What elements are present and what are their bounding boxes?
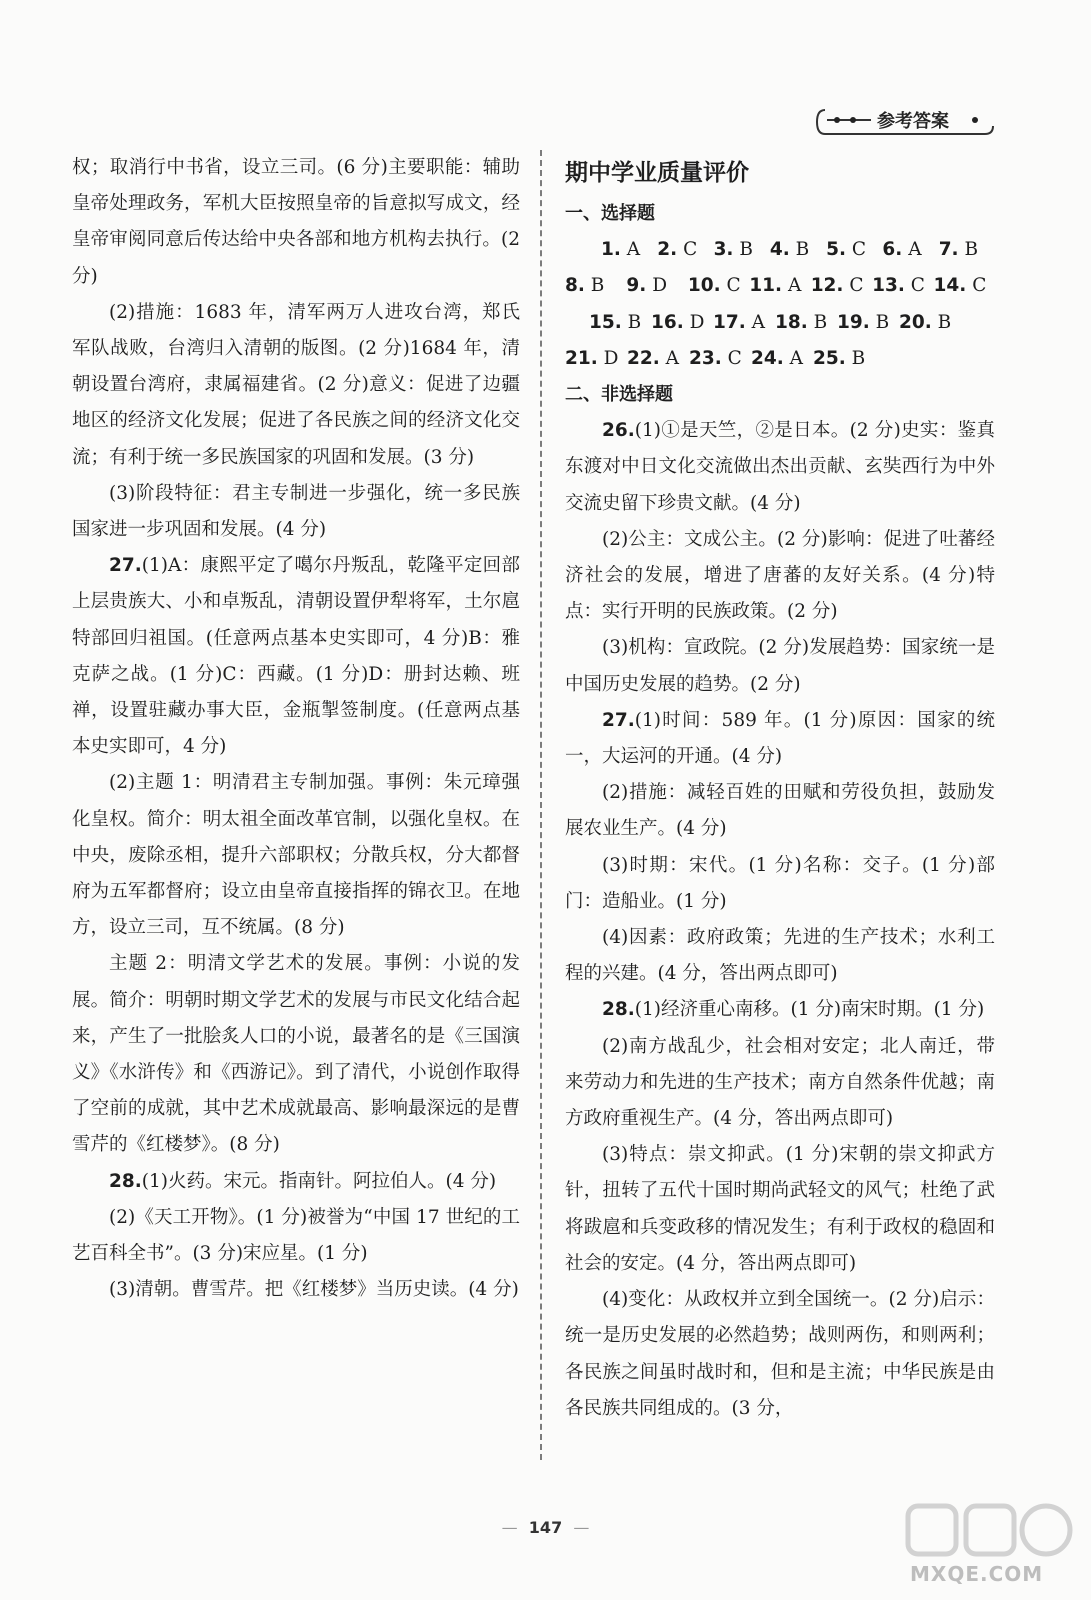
answer-paragraph: 主题 2：明清文学艺术的发展。事例：小说的发展。简介：明朝时期文学艺术的发展与市民文化结合起来，产生了一批脍炙人口的小说，最著名的是《三国演义》《水浒传》和《西游记》。到了清代，小说创作取得了空前的成就，其中艺术成就最高、影响最深远的是曹雪芹的《红楼梦》。(8 分) <box>72 953 520 1156</box>
answer-item <box>689 341 751 377</box>
answer-paragraph: (4)因素：政府政策；先进的生产技术；水利工程的兴建。(4 分，答出两点即可) <box>565 927 995 985</box>
answer-number: 1. <box>601 239 621 261</box>
answer-number: 24. <box>751 347 784 369</box>
answer-item <box>565 268 626 304</box>
question-number: 28. <box>602 999 635 1021</box>
watermark-logo <box>900 1500 1080 1595</box>
answer-number: 3. <box>713 239 734 261</box>
answer-number: 11. <box>749 275 783 297</box>
answer-number: 17. <box>713 311 746 333</box>
watermark-icon <box>900 1500 1080 1570</box>
section-title: 期中学业质量评价 <box>565 160 749 186</box>
answer-number: 25. <box>813 347 846 369</box>
question-number: 26. <box>602 420 635 442</box>
answer-row <box>565 305 995 341</box>
answer-number: 18. <box>775 311 808 333</box>
answer-paragraph: (2)南方战乱少，社会相对安定；北人南迁，带来劳动力和先进的生产技术；南方自然条件优越；南方政府重视生产。(4 分，答出两点即可) <box>565 1035 995 1130</box>
answer-item <box>751 341 813 377</box>
answer-text: (1)①是天竺，②是日本。(2 分)史实：鉴真东渡对中日文化交流做出杰出贡献、玄奘西行为中外交流史留下珍贵文献。(4 分) <box>565 420 995 514</box>
answer-paragraph: (3)特点：崇文抑武。(1 分)宋朝的崇文抑武方针，扭转了五代十国时期尚武轻文的风气；杜绝了武将跋扈和兵变政移的情况发生；有利于政权的稳固和社会的安定。(4 分，答出两点即可) <box>565 1144 995 1274</box>
answer-paragraph <box>565 413 995 522</box>
answer-item <box>899 305 961 341</box>
multiple-choice-answers <box>565 232 995 377</box>
answer-number: 15. <box>589 311 622 333</box>
answer-item <box>934 268 995 304</box>
question-number: 27. <box>602 709 635 731</box>
answer-row <box>565 268 995 304</box>
answer-paragraph: (3)清朝。曹雪芹。把《红楼梦》当历史读。(4 分) <box>109 1279 519 1301</box>
question-number: 28. <box>109 1170 142 1192</box>
answer-choice: B <box>627 311 642 333</box>
answer-choice: B <box>875 311 890 333</box>
answer-choice: A <box>908 239 922 261</box>
answer-item <box>826 232 882 268</box>
answer-choice: C <box>910 275 925 297</box>
answer-choice: B <box>937 311 952 333</box>
left-column <box>72 150 520 1309</box>
answer-paragraph: (2)公主：文成公主。(2 分)影响：促进了吐蕃经济社会的发展，增进了唐蕃的友好关系。(4 分)特点：实行开明的民族政策。(2 分) <box>565 528 995 623</box>
answer-text: (1)火药。宋元。指南针。阿拉伯人。(4 分) <box>141 1170 497 1192</box>
answer-number: 7. <box>938 239 959 261</box>
header-label: 参考答案 <box>877 111 949 132</box>
answer-text: (1)经济重心南移。(1 分)南宋时期。(1 分) <box>634 999 985 1021</box>
answer-choice: C <box>726 275 741 297</box>
answer-item <box>939 232 995 268</box>
section-tag <box>815 106 995 138</box>
answer-paragraph: 权；取消行中书省，设立三司。(6 分)主要职能：辅助皇帝处理政务，军机大臣按照皇帝的旨意拟写成文，经皇帝审阅同意后传达给中央各部和地方机构去执行。(2 分) <box>72 157 520 287</box>
answer-choice: A <box>789 347 804 369</box>
answer-number: 2. <box>657 239 678 261</box>
answer-choice: D <box>689 311 705 333</box>
answer-choice: A <box>787 275 802 297</box>
answer-choice: B <box>739 239 753 261</box>
answer-choice: C <box>683 239 698 261</box>
answer-item <box>688 268 749 304</box>
answer-item <box>770 232 826 268</box>
answer-choice: A <box>626 239 641 261</box>
page-number: — 147 — <box>501 1518 590 1537</box>
answer-choice: B <box>795 239 810 261</box>
answer-row <box>565 232 995 268</box>
answer-paragraph: (2)措施：1683 年，清军两万人进攻台湾，郑氏军队战败，台湾归入清朝的版图。(2 分)1684 年，清朝设置台湾府，隶属福建省。(2 分)意义：促进了边疆地区的经济文化发展；促进了各民族之间的经济文化交流；有利于统一多民族国家的巩固和发展。(3 分) <box>72 301 520 468</box>
section-heading: 一、选择题 <box>565 203 655 224</box>
answer-item <box>749 268 810 304</box>
answer-choice: D <box>652 275 668 297</box>
answer-choice: B <box>964 239 979 261</box>
answer-choice: C <box>849 275 864 297</box>
answer-paragraph: (3)机构：宣政院。(2 分)发展趋势：国家统一是中国历史发展的趋势。(2 分) <box>565 637 995 695</box>
answer-paragraph: (2)措施：减轻百姓的田赋和劳役负担，鼓励发展农业生产。(4 分) <box>565 782 995 840</box>
column-divider <box>540 150 542 1460</box>
answer-choice: B <box>590 275 605 297</box>
answer-item <box>714 232 770 268</box>
answer-number: 13. <box>872 275 905 297</box>
answer-paragraph: (2)主题 1：明清君主专制加强。事例：朱元璋强化皇权。简介：明太祖全面改革官制，以强化皇权。在中央，废除丞相，提升六部职权；分散兵权，分大都督府为五军都督府；设立由皇帝直接指挥的锦衣卫。在地方，设立三司，互不统属。(8 分) <box>72 772 520 939</box>
answer-number: 23. <box>689 347 722 369</box>
answer-item <box>811 268 872 304</box>
answer-item <box>565 341 627 377</box>
answer-item <box>872 268 933 304</box>
answer-item <box>837 305 899 341</box>
answer-paragraph <box>565 992 995 1028</box>
answer-paragraph: (3)阶段特征：君主专制进一步强化，统一多民族国家进一步巩固和发展。(4 分) <box>72 482 520 541</box>
watermark-text: MXQE.COM <box>910 1562 1044 1586</box>
answer-paragraph: (2)《天工开物》。(1 分)被誉为“中国 17 世纪的工艺百科全书”。(3 分)宋应星。(1 分) <box>72 1206 520 1265</box>
answer-paragraph: (4)变化：从政权并立到全国统一。(2 分)启示：统一是历史发展的必然趋势；战则两伤，和则两利；各民族之间虽时战时和，但和是主流；中华民族是由各民族共同组成的。(3 分， <box>565 1289 995 1419</box>
answer-item <box>882 232 938 268</box>
answer-paragraph: (3)时期：宋代。(1 分)名称：交子。(1 分)部门：造船业。(1 分) <box>565 854 995 912</box>
answer-item <box>713 305 775 341</box>
page-number-text: 147 <box>528 1518 563 1537</box>
answer-item <box>589 305 651 341</box>
answer-number: 8. <box>565 275 585 297</box>
answer-item <box>601 232 657 268</box>
answer-number: 5. <box>826 239 847 261</box>
answer-row <box>565 341 995 377</box>
answer-paragraph <box>565 703 995 775</box>
answer-number: 19. <box>837 311 870 333</box>
answer-choice: D <box>603 347 619 369</box>
answer-paragraph <box>72 1164 520 1200</box>
answer-number: 9. <box>626 275 647 297</box>
answer-choice: A <box>665 347 680 369</box>
answer-number: 6. <box>882 239 903 261</box>
right-column <box>565 150 995 1427</box>
answer-number: 12. <box>810 275 844 297</box>
answer-text: (1)时间：589 年。(1 分)原因：国家的统一，大运河的开通。(4 分) <box>565 709 995 768</box>
answer-paragraph <box>72 548 520 765</box>
answer-number: 14. <box>933 275 967 297</box>
answer-number: 21. <box>565 347 598 369</box>
answer-text: (1)A：康熙平定了噶尔丹叛乱，乾隆平定回部上层贵族大、小和卓叛乱，清朝设置伊犁将军，土尔扈特部回归祖国。(任意两点基本史实即可，4 分)B：雅克萨之战。(1 分)C：西藏。(1 分)D：册封达赖、班禅，设置驻藏办事大臣，金瓶掣签制度。(任意两点基本史实即可，4 分) <box>72 555 520 758</box>
answer-item <box>627 341 689 377</box>
answer-item <box>657 232 713 268</box>
answer-item <box>813 341 875 377</box>
answer-number: 22. <box>627 347 660 369</box>
answer-choice: C <box>727 347 742 369</box>
answer-choice: C <box>851 239 867 261</box>
answer-choice: A <box>751 311 766 333</box>
answer-number: 4. <box>769 239 790 261</box>
answer-item <box>775 305 837 341</box>
answer-number: 10. <box>687 275 721 297</box>
question-number: 27. <box>109 555 142 577</box>
answer-item <box>651 305 713 341</box>
answer-choice: C <box>972 275 987 297</box>
answer-item <box>626 268 687 304</box>
answer-number: 16. <box>651 311 684 333</box>
answer-choice: B <box>851 347 866 369</box>
answer-number: 20. <box>899 311 932 333</box>
section-heading: 二、非选择题 <box>565 384 673 406</box>
answer-choice: B <box>813 311 828 333</box>
